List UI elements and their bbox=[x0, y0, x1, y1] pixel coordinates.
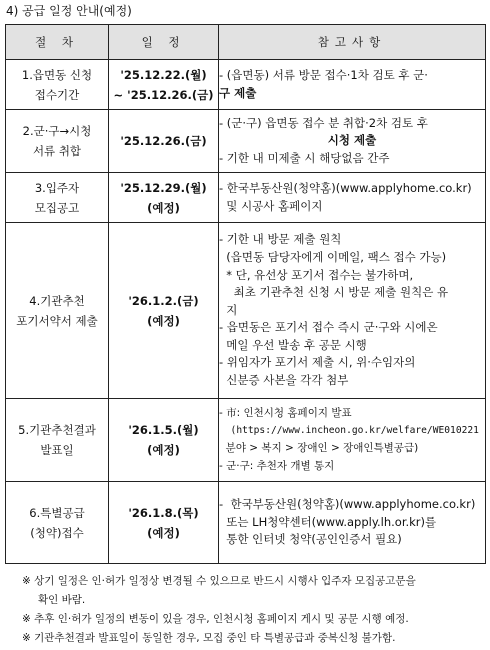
footnote: ※ 추후 인·허가 일정의 변동이 있을 경우, 인천시청 홈페이지 게시 및 공문 시행 예정. bbox=[22, 613, 409, 625]
step-text: 3.입주자 bbox=[34, 180, 80, 195]
column-header-notes: 참고사항 bbox=[219, 25, 486, 60]
section-heading: 4) 공급 일정 안내(예정) bbox=[6, 4, 132, 18]
step-text: (청약)접수 bbox=[30, 525, 84, 540]
note-line: 신분증 사본을 각각 첨부 bbox=[219, 373, 349, 388]
note-line: 구 제출 bbox=[219, 85, 257, 100]
step-cell bbox=[6, 173, 109, 223]
note-line: - (군·구) 읍면동 접수 분 취합·2차 검토 후 bbox=[219, 115, 428, 130]
table-row bbox=[6, 60, 486, 110]
note-line: - (읍면동) 서류 방문 접수·1차 검토 후 군· bbox=[219, 67, 428, 82]
date-text: '26.1.5.(월) bbox=[128, 423, 199, 437]
table-row bbox=[6, 482, 486, 564]
notes-cell bbox=[219, 482, 486, 564]
table-row bbox=[6, 110, 486, 173]
date-text: '26.1.8.(목) bbox=[128, 505, 199, 520]
notes-cell bbox=[219, 60, 486, 110]
date-cell bbox=[109, 110, 219, 173]
step-text: 4.기관추천 bbox=[29, 293, 85, 308]
step-text: 5.기관추천결과 bbox=[18, 423, 96, 437]
date-cell bbox=[109, 223, 219, 399]
note-line: - 위임자가 포기서 제출 시, 위·수임자의 bbox=[219, 355, 416, 370]
step-text: 1.읍면동 신청 bbox=[21, 67, 93, 82]
step-text: 모집공고 bbox=[34, 200, 80, 215]
note-line: 및 시공사 홈페이지 bbox=[219, 198, 323, 213]
footnote: 확인 바람. bbox=[38, 594, 86, 606]
footnotes bbox=[22, 572, 484, 648]
note-line: - 한국부동산원(청약홈)(www.applyhome.co.kr) bbox=[219, 497, 476, 512]
step-cell bbox=[6, 60, 109, 110]
date-text: ~ '25.12.26.(금) bbox=[113, 87, 214, 102]
note-line: (https://www.incheon.go.kr/welfare/WE010221 bbox=[219, 425, 479, 437]
date-cell bbox=[109, 399, 219, 482]
schedule-table bbox=[5, 24, 486, 564]
notes-cell bbox=[219, 399, 486, 482]
step-text: 발표일 bbox=[40, 443, 74, 457]
note-line: 시청 제출 bbox=[327, 133, 377, 148]
footnote: ※ 기관추천결과 발표일이 동일한 경우, 모집 중인 타 특별공급과 중복신청 불가함. bbox=[22, 632, 396, 644]
step-text: 6.특별공급 bbox=[29, 505, 85, 520]
date-text: '25.12.22.(월) bbox=[120, 67, 207, 82]
note-line: 지 bbox=[219, 302, 238, 317]
step-cell bbox=[6, 110, 109, 173]
footnote: ※ 상기 일정은 인·허가 일정상 변경될 수 있으므로 반드시 시행사 입주자 모집공고문을 bbox=[22, 575, 416, 587]
note-line: 통한 인터넷 청약(공인인증서 필요) bbox=[219, 532, 402, 547]
notes-cell bbox=[219, 173, 486, 223]
table-row bbox=[6, 173, 486, 223]
date-text: '26.1.2.(금) bbox=[128, 293, 199, 308]
date-cell bbox=[109, 173, 219, 223]
step-text: 접수기간 bbox=[34, 87, 80, 102]
step-cell bbox=[6, 399, 109, 482]
note-line: 분야 > 복지 > 장애인 > 장애인특별공급) bbox=[219, 442, 419, 454]
note-line: 최초 기관추천 신청 시 방문 제출 원칙은 유 bbox=[219, 285, 449, 300]
step-cell bbox=[6, 223, 109, 399]
date-cell bbox=[109, 482, 219, 564]
table-row bbox=[6, 399, 486, 482]
step-text: 2.군·구→시청 bbox=[22, 124, 92, 138]
date-text: (예정) bbox=[147, 313, 180, 328]
step-text: 서류 취합 bbox=[32, 144, 82, 158]
column-header-step: 절 차 bbox=[6, 25, 109, 60]
date-text: '25.12.26.(금) bbox=[120, 134, 207, 148]
notes-cell bbox=[219, 110, 486, 173]
step-cell bbox=[6, 482, 109, 564]
date-text: '25.12.29.(월) bbox=[120, 180, 207, 195]
note-line: - 기한 내 방문 제출 원칙 bbox=[219, 232, 342, 247]
step-text: 포기서약서 제출 bbox=[16, 313, 98, 328]
note-line: (읍면동 담당자에게 이메일, 팩스 접수 가능) bbox=[219, 249, 447, 264]
note-line: - 군·구: 추천자 개별 통지 bbox=[219, 459, 335, 472]
table-header-row bbox=[6, 25, 486, 60]
date-text: (예정) bbox=[147, 200, 180, 215]
note-line: - 기한 내 미제출 시 해당없음 간주 bbox=[219, 150, 390, 165]
table-row bbox=[6, 223, 486, 399]
note-line: 메일 우선 발송 후 공문 시행 bbox=[219, 337, 367, 352]
notes-cell bbox=[219, 223, 486, 399]
note-line: - 읍면동은 포기서 접수 즉시 군·구와 시에온 bbox=[219, 320, 438, 335]
note-line: * 단, 유선상 포기서 접수는 불가하며, bbox=[219, 267, 414, 282]
column-header-date: 일 정 bbox=[109, 25, 219, 60]
note-line: 또는 LH청약센터(www.apply.lh.or.kr)를 bbox=[219, 514, 437, 529]
date-text: (예정) bbox=[147, 443, 180, 457]
note-line: - 市: 인천시청 홈페이지 발표 bbox=[219, 406, 352, 419]
date-text: (예정) bbox=[147, 525, 180, 540]
date-cell bbox=[109, 60, 219, 110]
note-line: - 한국부동산원(청약홈)(www.applyhome.co.kr) bbox=[219, 180, 472, 195]
